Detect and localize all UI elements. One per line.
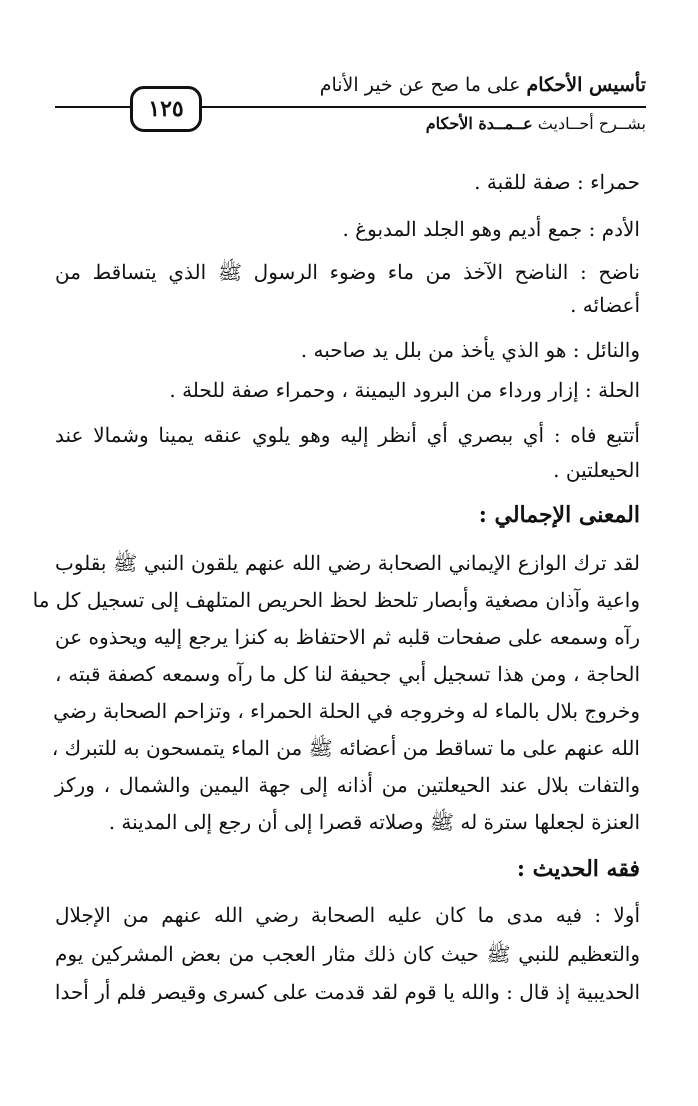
header-rule-right — [199, 106, 646, 108]
header-rule-left — [55, 106, 130, 108]
text-line: وخروج بلال بالماء له وخروجه في الحلة الحمراء ، وتزاحم الصحابة رضي — [53, 699, 640, 723]
text-line: الله عنهم على ما تساقط من أعضائه ﷺ من الماء يتمسحون به للتبرك ، — [51, 736, 640, 760]
text-line: الحديبية إذ قال : والله يا قوم لقد قدمت على كسرى وقيصر فلم أر أحدا — [54, 980, 640, 1004]
text-line: الحيعلتين . — [553, 458, 640, 482]
section-heading-general-meaning: المعنى الإجمالي : — [478, 502, 640, 528]
text-line: والتفات بلال عند الحيعلتين من أذانه إلى جهة اليمين والشمال ، وركز — [55, 773, 640, 797]
text-line: الحاجة ، ومن هذا تسجيل أبي جحيفة لنا كل ما رآه وسمعه كصفة قبته ، — [55, 662, 640, 686]
text-line: ناضح : الناضح الآخذ من ماء وضوء الرسول ﷺ الذي يتساقط من — [55, 260, 640, 284]
section-heading-hadith-fiqh: فقه الحديث : — [516, 856, 640, 882]
book-title — [320, 74, 646, 96]
text-line: العنزة لجعلها سترة له ﷺ وصلاته قصرا إلى أن رجع إلى المدينة . — [108, 810, 640, 834]
page-number: ١٢٥ — [130, 86, 202, 132]
text-line: أولا : فيه مدى ما كان عليه الصحابة رضي الله عنهم من الإجلال — [55, 903, 640, 927]
book-subtitle — [426, 114, 646, 133]
text-line: والتعظيم للنبي ﷺ حيث كان ذلك مثار العجب من بعض المشركين يوم — [55, 942, 640, 966]
text-line: لقد ترك الوازع الإيماني الصحابة رضي الله عنهم يلقون النبي ﷺ بقلوب — [55, 551, 640, 575]
text-line: والنائل : هو الذي يأخذ من بلل يد صاحبه . — [300, 338, 640, 362]
text-line: حمراء : صفة للقبة . — [474, 170, 640, 194]
book-subtitle-bold: عــمــدة الأحكام — [425, 114, 533, 133]
text-line: أعضائه . — [570, 293, 640, 317]
text-line: رآه وسمعه على صفحات قلبه ثم الاحتفاظ به كنزا يرجع إليه ويحذوه عن — [55, 625, 640, 649]
text-line: أتتبع فاه : أي ببصري أي أنظر إليه وهو يلوي عنقه يمينا وشمالا عند — [55, 423, 640, 447]
text-line: واعية وآذان مصغية وأبصار تلحظ لحظ الحريص المتلهف إلى تسجيل كل ما — [32, 588, 640, 612]
book-subtitle-spaced: بشــرح أحــاديث — [532, 114, 646, 133]
book-title-rest: على ما صح عن خير الأنام — [319, 74, 527, 96]
text-line: الحلة : إزار ورداء من البرود اليمينة ، وحمراء صفة للحلة . — [169, 378, 640, 402]
text-line: الأدم : جمع أديم وهو الجلد المدبوغ . — [342, 217, 640, 241]
book-title-bold: تأسيس الأحكام — [526, 74, 646, 96]
